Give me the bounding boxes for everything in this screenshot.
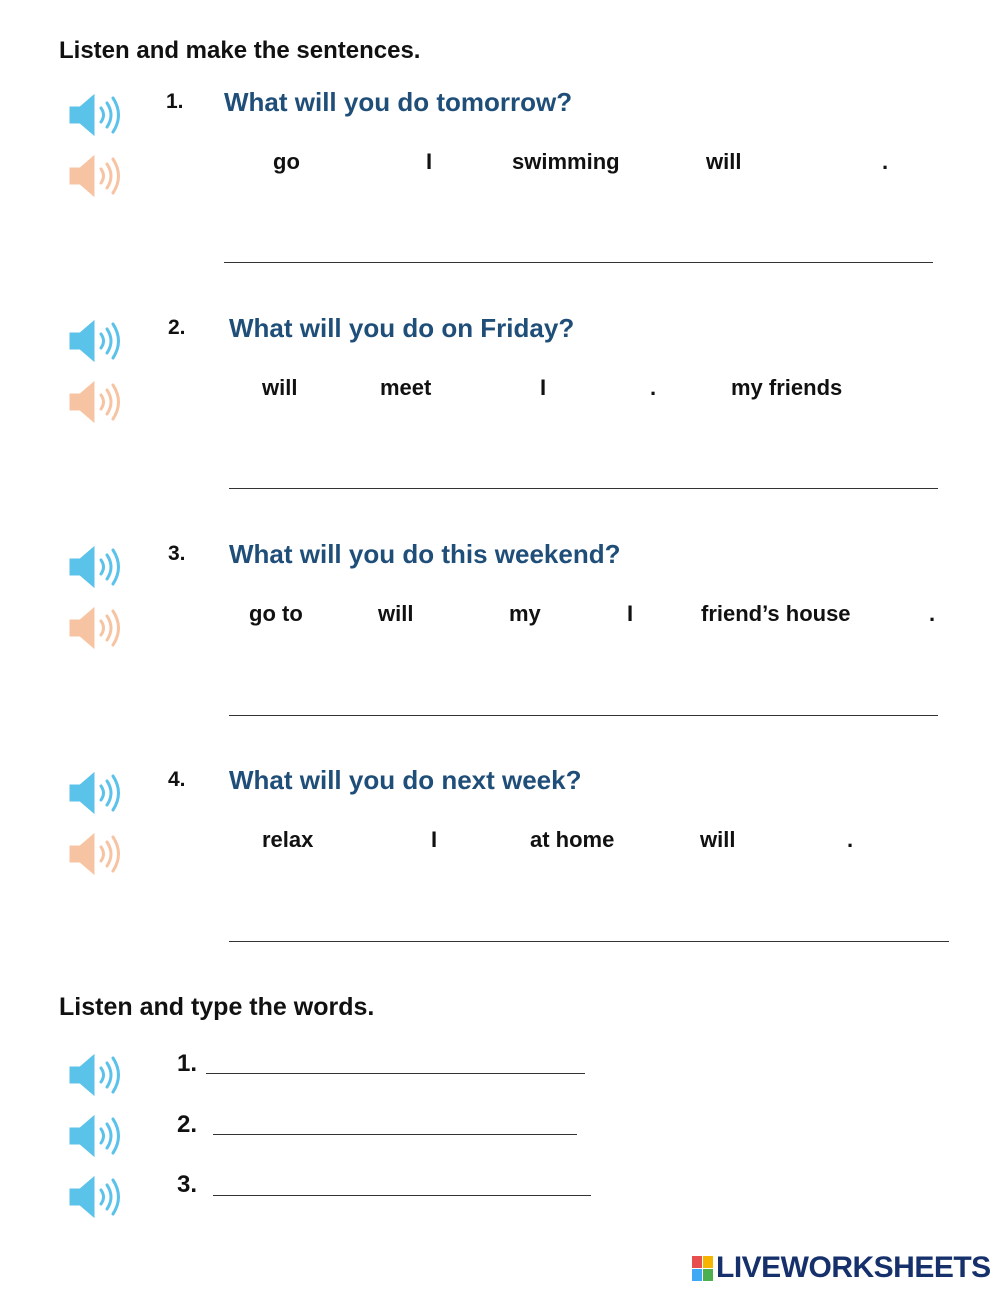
type-answer-field[interactable] bbox=[206, 1073, 585, 1074]
word-chip[interactable]: I bbox=[540, 375, 547, 400]
question-text: What will you do next week? bbox=[229, 765, 582, 795]
speaker-icon[interactable] bbox=[68, 543, 124, 591]
type-item-number: 1. bbox=[177, 1050, 198, 1077]
speaker-icon-slow[interactable] bbox=[68, 152, 124, 200]
speaker-icon-slow[interactable] bbox=[68, 378, 124, 426]
type-answer-field[interactable] bbox=[213, 1134, 577, 1135]
word-chip[interactable]: . bbox=[929, 601, 936, 626]
word-chip[interactable]: I bbox=[426, 149, 433, 174]
word-chip[interactable]: will bbox=[706, 149, 742, 174]
liveworksheets-logo bbox=[692, 1251, 991, 1285]
speaker-icon[interactable] bbox=[68, 317, 124, 365]
word-chip[interactable]: at home bbox=[530, 827, 615, 852]
type-item-number: 2. bbox=[177, 1111, 198, 1138]
word-chip[interactable]: I bbox=[431, 827, 438, 852]
speaker-icon[interactable] bbox=[68, 1173, 124, 1221]
word-chip[interactable]: . bbox=[882, 149, 889, 174]
section-heading-type-words: Listen and type the words. bbox=[59, 993, 375, 1021]
word-chip[interactable]: friend’s house bbox=[701, 601, 851, 626]
question-text: What will you do tomorrow? bbox=[224, 87, 573, 117]
section-heading-sentences: Listen and make the sentences. bbox=[59, 37, 421, 64]
type-item-number: 3. bbox=[177, 1171, 198, 1198]
speaker-icon[interactable] bbox=[68, 1051, 124, 1099]
word-chip[interactable]: will bbox=[378, 601, 414, 626]
speaker-icon[interactable] bbox=[68, 1112, 124, 1160]
word-chip[interactable]: will bbox=[700, 827, 736, 852]
word-chip[interactable]: will bbox=[262, 375, 298, 400]
word-chip[interactable]: swimming bbox=[512, 149, 620, 174]
answer-line[interactable] bbox=[229, 488, 938, 489]
word-chip[interactable]: my bbox=[509, 601, 541, 626]
speaker-icon-slow[interactable] bbox=[68, 830, 124, 878]
speaker-icon[interactable] bbox=[68, 769, 124, 817]
speaker-icon-slow[interactable] bbox=[68, 604, 124, 652]
word-chip[interactable]: go bbox=[273, 149, 300, 174]
item-number: 3. bbox=[168, 542, 186, 565]
question-text: What will you do on Friday? bbox=[229, 313, 575, 343]
speaker-icon[interactable] bbox=[68, 91, 124, 139]
word-chip[interactable]: go to bbox=[249, 601, 303, 626]
logo-mark-icon bbox=[692, 1256, 713, 1281]
word-chip[interactable]: my friends bbox=[731, 375, 843, 400]
word-chip[interactable]: meet bbox=[380, 375, 432, 400]
word-chip[interactable]: . bbox=[847, 827, 854, 852]
word-chip[interactable]: . bbox=[650, 375, 657, 400]
answer-line[interactable] bbox=[229, 941, 949, 942]
item-number: 2. bbox=[168, 316, 186, 339]
word-chip[interactable]: I bbox=[627, 601, 634, 626]
answer-line[interactable] bbox=[229, 715, 938, 716]
item-number: 1. bbox=[166, 90, 184, 113]
item-number: 4. bbox=[168, 768, 186, 791]
answer-line[interactable] bbox=[224, 262, 933, 263]
question-text: What will you do this weekend? bbox=[229, 539, 621, 569]
word-chip[interactable]: relax bbox=[262, 827, 314, 852]
type-answer-field[interactable] bbox=[213, 1195, 591, 1196]
logo-text: LIVEWORKSHEETS bbox=[716, 1251, 991, 1284]
